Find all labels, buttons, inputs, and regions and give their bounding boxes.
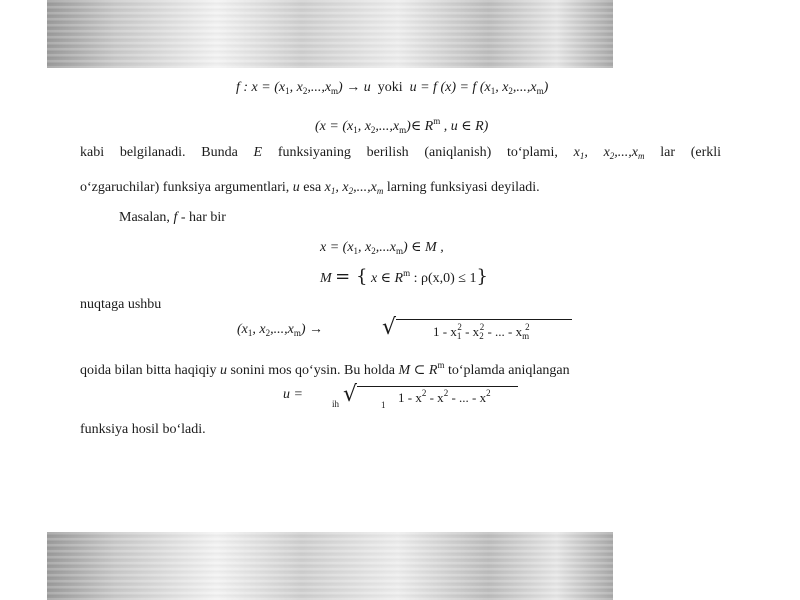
formula-text: ρ(x,0) ≤ 1 (420, 271, 477, 286)
formula-text: ,...x (375, 240, 396, 255)
text: u (219, 363, 227, 378)
formula-text: (x (237, 322, 248, 337)
formula-text: , x (252, 322, 266, 337)
formula-text: , x (289, 80, 303, 95)
superscript: 2 (457, 322, 462, 332)
text: u (292, 180, 300, 195)
formula-text: ,...,x (270, 322, 294, 337)
formula-text: - x (426, 390, 444, 405)
text: larning funksiyasi deyiladi. (386, 180, 540, 195)
subscript: 2 (265, 328, 271, 338)
subscript: m (331, 86, 339, 96)
subscript: 1 (353, 246, 359, 256)
formula-text: ,...,x (307, 80, 332, 95)
text: lar (erkli (660, 145, 722, 160)
paragraph-line-5 (80, 358, 570, 378)
superscript: 2 (479, 322, 485, 332)
subscript: 2 (479, 331, 484, 341)
formula-text: - x (461, 324, 480, 339)
formula-domain (315, 116, 488, 135)
text: kabi belgilanadi. Bunda (80, 145, 238, 160)
paragraph-line-6 (80, 423, 206, 437)
formula-subscript-one (381, 400, 386, 410)
text: f (173, 210, 178, 225)
formula-text: ) ∈ M , (403, 240, 444, 255)
text: funksiya hosil bo‘ladi. (80, 422, 206, 437)
radical-sign: √ (382, 315, 397, 340)
formula-text: M (320, 271, 332, 286)
formula-ih-label (332, 399, 339, 409)
math-inline: $x_1$, $x_2,...,x_m$ (573, 145, 645, 161)
paragraph-line-2 (80, 181, 540, 198)
paragraph-line-3 (119, 211, 226, 225)
formula-text: , u ∈ R) (443, 119, 489, 134)
formula-text: 1 - x (398, 390, 422, 405)
subscript: m (293, 328, 301, 338)
subscript: 2 (371, 246, 376, 256)
superscript: m (403, 268, 411, 278)
formula-radicand-1 (433, 322, 530, 341)
radical-bar (396, 319, 572, 320)
subscript: 2 (302, 86, 308, 96)
formula-text: ) → u (338, 80, 371, 95)
text: - har bir (180, 210, 226, 225)
formula-text: ,...,x (512, 80, 537, 95)
math-inline: $x_1$, $x_2,...,x_m$ (324, 180, 384, 196)
text: qoida bilan bitta haqiqiy (80, 363, 217, 378)
formula-text: 1 (381, 400, 386, 410)
subscript: m (399, 125, 407, 135)
formula-u-equals (283, 387, 303, 403)
subscript: 1 (353, 125, 358, 135)
formula-radicand-2 (398, 388, 491, 406)
formula-text: ) → (300, 322, 324, 337)
formula-point-in-set (320, 239, 444, 256)
text: nuqtaga ushbu (80, 297, 162, 312)
text: funksiyaning berilish (aniqlanish) to‘plami, (277, 145, 558, 160)
formula-text: x = (x (320, 240, 354, 255)
formula-text: , x (357, 119, 371, 134)
formula-text: f (236, 80, 240, 95)
formula-text: ) (543, 80, 549, 95)
formula-text: : (413, 271, 418, 286)
superscript: m (433, 116, 441, 126)
formula-text: : x = (x (243, 80, 286, 95)
subscript: 1 (285, 86, 290, 96)
subscript: 1 (247, 328, 253, 338)
formula-set-definition (320, 266, 488, 287)
formula-text: )∈ R (406, 119, 434, 134)
subscript: 1 (456, 331, 462, 341)
formula-text: x ∈ R (370, 271, 404, 286)
formula-text: u = (283, 387, 303, 402)
superscript: m (437, 360, 445, 370)
formula-text: 1 - x (433, 324, 457, 339)
formula-text: } (476, 266, 488, 287)
formula-text: , x (495, 80, 509, 95)
formula-text: u = f (x) = f (x (409, 80, 491, 95)
formula-text: - ... - x (484, 324, 523, 339)
text: Masalan, (119, 210, 170, 225)
text: to‘plamda aniqlangan (447, 363, 570, 378)
text: esa (303, 180, 322, 195)
decorative-header-band (47, 0, 613, 68)
formula-text: (x = (x (315, 119, 354, 134)
subscript: 2 (508, 86, 513, 96)
formula-text: yoki (377, 80, 403, 95)
formula-text: = { (335, 266, 368, 287)
radical-bar (357, 386, 518, 387)
formula-text: ih (332, 399, 340, 409)
text: o‘zgaruchilar) funksiya argumentlari, (80, 180, 290, 195)
paragraph-line-4 (80, 298, 161, 312)
subscript: 2 (370, 125, 376, 135)
formula-function-mapping (236, 80, 548, 96)
superscript: 2 (421, 388, 427, 398)
subscript: m (522, 331, 530, 341)
superscript: 2 (486, 388, 491, 398)
text: sonini mos qo‘ysin. Bu holda (230, 363, 395, 378)
formula-text: - ... - x (448, 390, 487, 405)
decorative-footer-band (47, 532, 613, 600)
formula-text: ,...,x (375, 119, 400, 134)
text: M ⊂ R (398, 363, 438, 378)
paragraph-line-1 (80, 146, 721, 163)
superscript: 2 (443, 388, 449, 398)
subscript: 1 (490, 86, 496, 96)
text: E (253, 145, 263, 160)
superscript: 2 (525, 322, 530, 332)
radical-sign: √ (343, 382, 358, 407)
subscript: m (395, 246, 403, 256)
formula-mapping-rule (237, 322, 323, 338)
subscript: m (536, 86, 544, 96)
formula-text: , x (358, 240, 372, 255)
